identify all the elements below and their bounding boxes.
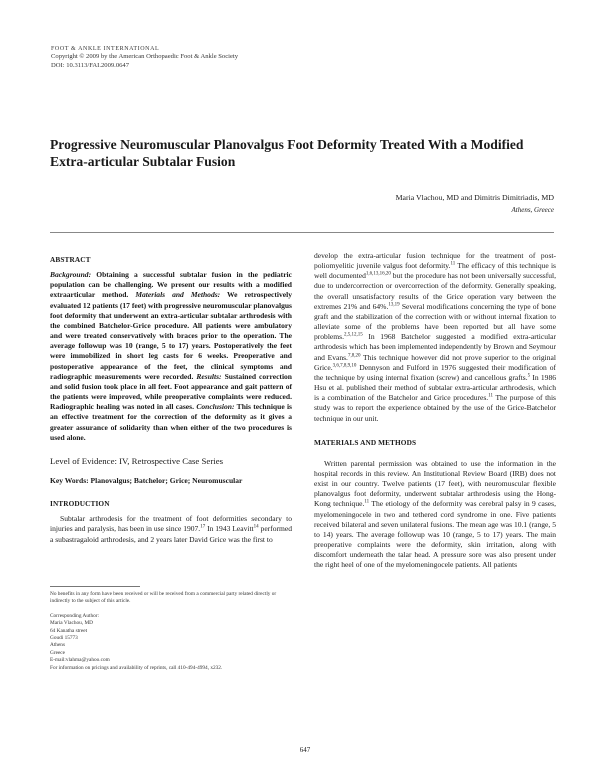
author-list: Maria Vlachou, MD and Dimitris Dimitriadis, MD — [395, 193, 554, 202]
corresponding-author-city2: Athens — [50, 642, 66, 649]
corresponding-author-street: 64 Kanatha street — [50, 627, 88, 634]
background-text: Obtaining a successful subtalar fusion in the pediatric population can be challenging. We present our results with a modified extraarticular method. — [50, 270, 292, 300]
right-column — [314, 251, 556, 578]
corresponding-author-city: Goudi 15773 — [50, 635, 78, 642]
page-number: 647 — [299, 746, 311, 754]
introduction-heading: INTRODUCTION — [50, 499, 110, 509]
corresponding-author-email[interactable]: E-mail:vlahma@yahoo.com — [50, 657, 110, 664]
introduction-paragraph: Subtalar arthrodesis for the treatment of foot deformities secondary to injuries and paralysis, has been in use since 1907.17 In 1943 Leavitt$^{14}$ performed a subastragaloid arthrodesis, and 2 years later David Grice was the first to — [50, 514, 292, 544]
conclusion-label: Conclusion: — [196, 402, 235, 412]
left-column — [50, 255, 292, 552]
article-title: Progressive Neuromuscular Planovalgus Foot Deformity Treated With a Modified Extra-articular Subtalar Fusion — [50, 137, 524, 169]
journal-name: FOOT & ANKLE INTERNATIONAL — [51, 46, 160, 52]
results-label: Results: — [196, 371, 222, 381]
corresponding-author-name: Maria Vlachou, MD — [50, 620, 94, 627]
corresponding-author-country: Greece — [50, 649, 65, 656]
corresponding-author-label: Corresponding Author: — [50, 612, 99, 619]
intro-continued-paragraph: develop the extra-articular fusion technique for the treatment of post-poliomyelitic juvenile valgus foot deformity.$^{11}$ The efficacy of this technique is well documented$^{1,6,13,16,20}$ but the procedure has not been universally successful, due to undercorrection or overcorrection of the deformity. Generally speaking, the overall unsatisfactory results of the Grice operation vary between the extremes 21% and 64%.$^{13,19}$ Several modifications concerning the type of bone graft and the stabilization of the correction with or without internal fixation to alleviate some of the problems have been reported but all have some problems.$^{2,5,12,15}$ In 1968 Batchelor suggested a modified extra-articular arthrodesis which has been implemented independently by Brown and Seymour and Evans.$^{7,8,20}$ This technique however did not prove superior to the original Grice.$^{3,6,7,8,9,10}$ Dennyson and Fulford in 1976 suggested their modification of the technique by using internal fixation (screw) and cancellous grafts.$^5$ In 1986 Hsu et al. published their method of subtalar extra-articular arthrodesis, which is a combination of the Batchelor and Grice procedures.$^{11}$ The purpose of this study was to report the experience obtained by the use of the Grice-Batchelor technique in our unit. — [314, 251, 556, 423]
disclosure-note: No benefits in any form have been received or will be received from a commercial party related directly or indirectly to the subject of this article. — [50, 591, 277, 605]
abstract-heading: ABSTRACT — [50, 255, 91, 264]
methods-paragraph: Written parental permission was obtained to use the information in the hospital records in this review. An Institutional Review Board (IRB) does not exist in our country. Twelve patients (17 feet), with neuromuscular flexible planovalgus foot deformity, underwent subtalar arthrodesis using the Hong-Kong technique.$^{11}$ The etiology of the deformity was cerebral palsy in 9 cases, myelomeningocele in two and tethered cord syndrome in one. Five patients received bilateral and seven unilateral fusions. The mean age was 10.1 (range, 5 to 14) years. The average followup was 10 (range, 5 to 17) years. The main preoperative complaints were the deformity, skin irritation, along with discomfort underneath the talar head. A pressure sore was also present under the right heel of one of the myelomeningocele patients. All patients — [314, 458, 556, 570]
results-text: Sustained correction and solid fusion took place in all feet. Foot appearance and gait pattern of the patients were improved, while preoperative complaints were reduced. Radiographic healing was noted in all cases. — [50, 371, 293, 412]
methods-text: We retrospectively evaluated 12 patients (17 feet) with progressive neuromuscular planovalgus foot deformity that underwent an extra-articular subtalar arthrodesis with the combined Batchelor-Grice procedure. All patients were ambulatory and were treated conservatively with braces prior to the operation. The average followup was 10 (range, 5 to 17) years. Postoperatively the feet were immobilized in short leg casts for 6 weeks. Preoperative and postoperative appearance of the feet, the clinical symptoms and radiographic measurements were recorded. — [50, 290, 292, 381]
doi-line: DOI: 10.3113/FAI.2009.0647 — [51, 61, 130, 69]
footnotes — [50, 586, 292, 672]
reprints-note: For information on pricings and availability of reprints, call 410-494-4994, x232. — [50, 664, 223, 671]
keywords: Key Words: Planovalgus; Batchelor; Grice; Neuromuscular — [50, 475, 243, 485]
methods-label: Materials and Methods: — [135, 290, 221, 300]
methods-heading: MATERIALS AND METHODS — [314, 437, 417, 447]
conclusion-text: This technique is an effective treatment for the correction of the deformity as it gives a greater assurance of solidarity than when either of the two procedures is used alone. — [50, 402, 292, 442]
affiliation: Athens, Greece — [511, 206, 554, 214]
copyright-line: Copyright © 2009 by the American Orthopaedic Foot & Ankle Society — [51, 53, 239, 61]
footnote-divider — [50, 586, 140, 587]
background-label: Background: — [50, 270, 92, 280]
abstract-body — [50, 270, 292, 443]
level-of-evidence: Level of Evidence: IV, Retrospective Case Series — [50, 455, 224, 466]
header-divider — [50, 232, 554, 233]
journal-header — [51, 45, 238, 70]
